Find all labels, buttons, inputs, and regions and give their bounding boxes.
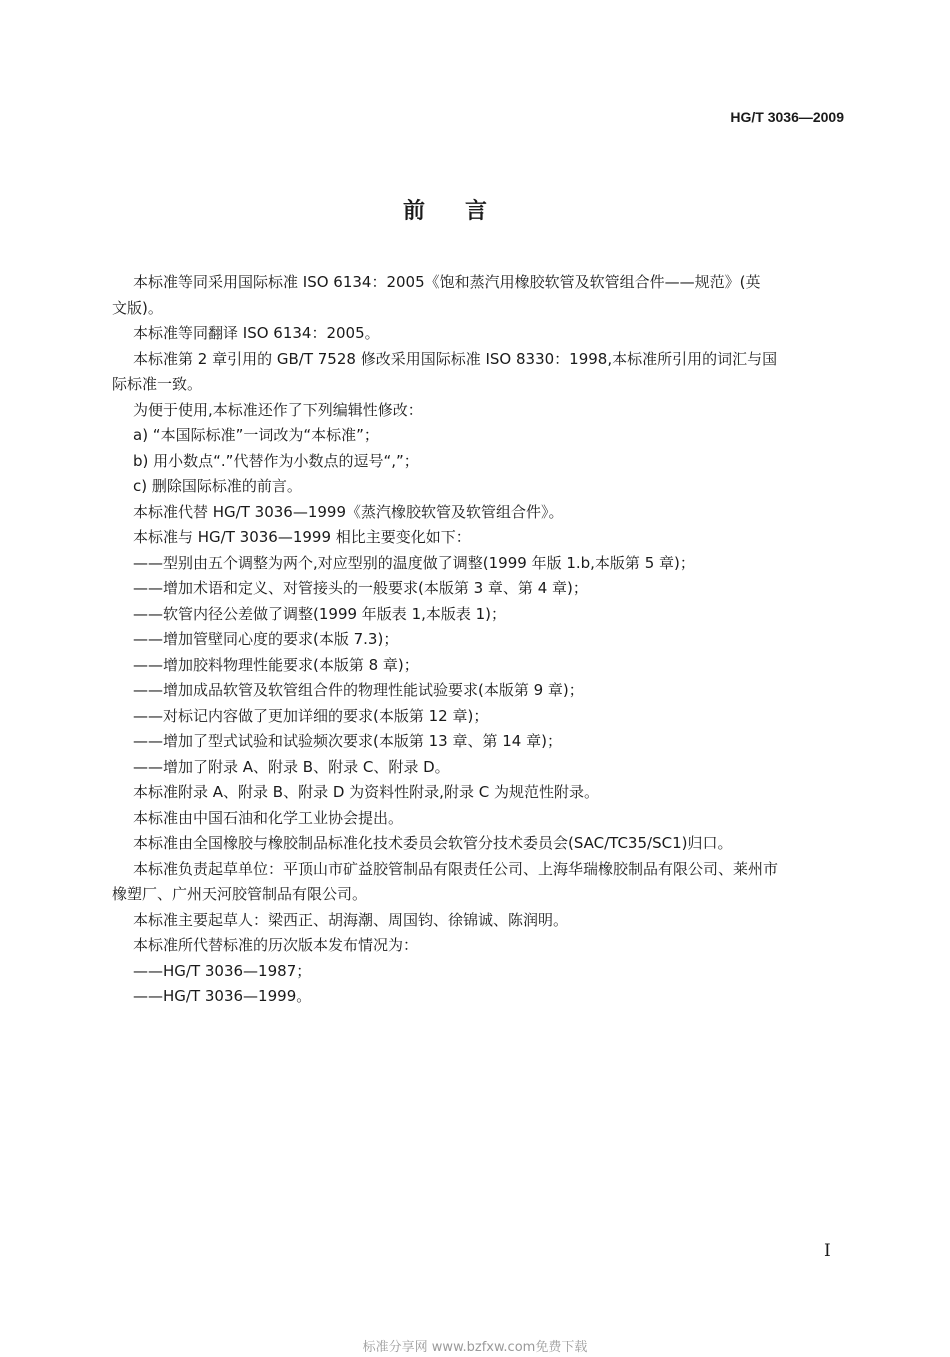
text-line: 橡塑厂、广州天河胶管制品有限公司。 bbox=[112, 885, 368, 903]
text-line: 本标准代替 HG/T 3036—1999《蒸汽橡胶软管及软管组合件》。 bbox=[133, 502, 564, 521]
text-line: 本标准所代替标准的历次版本发布情况为： bbox=[133, 936, 419, 954]
watermark: 标准分享网 www.bzfxw.com免费下载 bbox=[362, 1340, 588, 1355]
text-line: 本标准附录 A、附录 B、附录 D 为资料性附录,附录 C 为规范性附录。 bbox=[133, 783, 599, 801]
text-line: b) 用小数点“.”代替作为小数点的逗号“,”； bbox=[133, 451, 419, 470]
standard-number-header: HG/T 3036—2009 bbox=[730, 109, 844, 125]
text-line: a) “本国际标准”一词改为“本标准”； bbox=[133, 426, 379, 444]
text-line: 本标准第 2 章引用的 GB/T 7528 修改采用国际标准 ISO 8330：1998,本标准所引用的词汇与国 bbox=[133, 349, 778, 368]
page-title: 前言 bbox=[402, 199, 527, 224]
text-line: 文版)。 bbox=[112, 298, 163, 317]
text-line: ——增加术语和定义、对管接头的一般要求(本版第 3 章、第 4 章)； bbox=[133, 579, 588, 597]
text-line: ——型别由五个调整为两个,对应型别的温度做了调整(1999 年版 1.b,本版第 5 章)； bbox=[133, 553, 695, 572]
text-line: ——增加管壁同心度的要求(本版 7.3)； bbox=[133, 630, 399, 648]
text-line: 为便于使用,本标准还作了下列编辑性修改： bbox=[133, 400, 423, 419]
text-line: ——对标记内容做了更加详细的要求(本版第 12 章)； bbox=[133, 706, 489, 725]
text-line: 本标准等同采用国际标准 ISO 6134：2005《饱和蒸汽用橡胶软管及软管组合件——规范》(英 bbox=[133, 273, 761, 291]
text-line: ——增加胶料物理性能要求(本版第 8 章)； bbox=[133, 655, 419, 674]
text-line: ——HG/T 3036—1999。 bbox=[133, 987, 312, 1005]
text-line: 际标准一致。 bbox=[112, 375, 203, 393]
page-number: I bbox=[824, 1241, 831, 1261]
text-line: ——增加了型式试验和试验频次要求(本版第 13 章、第 14 章)； bbox=[133, 732, 562, 750]
text-line: 本标准主要起草人：梁西正、胡海潮、周国钧、徐锦诚、陈润明。 bbox=[133, 910, 569, 929]
text-line: 本标准负责起草单位：平顶山市矿益胶管制品有限责任公司、上海华瑞橡胶制品有限公司、莱州市 bbox=[133, 859, 779, 878]
text-line: 本标准等同翻译 ISO 6134：2005。 bbox=[133, 324, 380, 342]
text-line: ——HG/T 3036—1987； bbox=[133, 961, 312, 980]
text-line: 本标准由中国石油和化学工业协会提出。 bbox=[133, 808, 404, 827]
text-line: 本标准与 HG/T 3036—1999 相比主要变化如下： bbox=[133, 528, 471, 546]
text-line: ——软管内径公差做了调整(1999 年版表 1,本版表 1)； bbox=[133, 604, 507, 623]
text-line: c) 删除国际标准的前言。 bbox=[133, 477, 302, 495]
text-line: 本标准由全国橡胶与橡胶制品标准化技术委员会软管分技术委员会(SAC/TC35/SC1)归口。 bbox=[133, 834, 733, 852]
text-line: ——增加成品软管及软管组合件的物理性能试验要求(本版第 9 章)； bbox=[133, 681, 584, 699]
foreword-body bbox=[112, 270, 852, 1010]
text-line: ——增加了附录 A、附录 B、附录 C、附录 D。 bbox=[133, 757, 450, 776]
